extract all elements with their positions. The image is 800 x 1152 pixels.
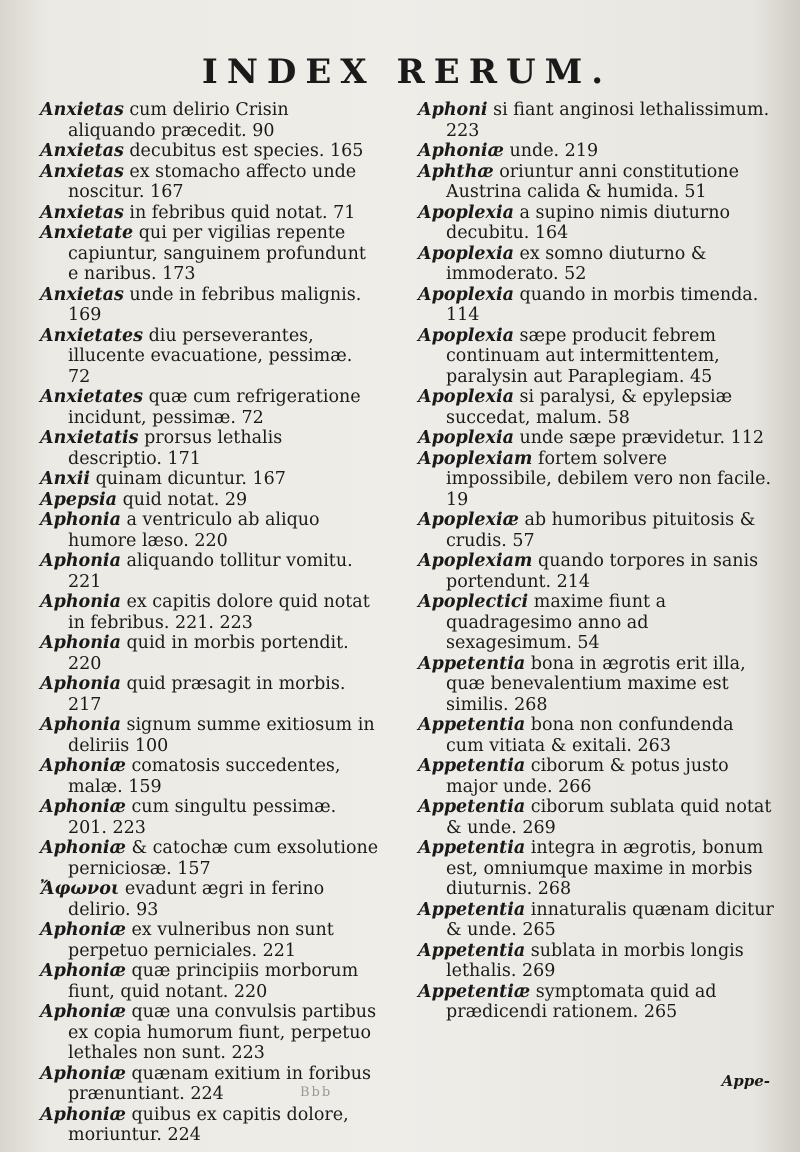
entry-text: signum summe exitiosum in deliriis 100 [68,715,375,756]
index-entry [418,428,774,449]
index-entry [418,141,774,162]
entry-term: Aphonia [40,510,121,530]
entry-term: Appetentia [418,838,526,858]
entry-term: Appetentia [418,797,526,817]
entry-term: Apoplexiæ [418,510,519,530]
index-entry [418,100,774,141]
entry-term: Aphoniæ [40,838,126,858]
index-entry [40,756,380,797]
index-entry [418,244,774,285]
index-entry [40,326,380,388]
entry-term: Apoplexiam [418,551,533,571]
entry-term: Aphthæ [418,161,494,182]
entry-text: ex stomacho affecto unde noscitur. 167 [68,161,357,202]
entry-term: Anxietates [40,325,144,346]
index-entry [40,285,380,326]
index-entry [418,162,774,203]
entry-term: Aphonia [40,715,121,735]
entry-text: qui per vigilias repente capiuntur, sanguinem profundunt e naribus. 173 [68,223,366,284]
index-entry [40,551,380,592]
entry-text: quinam dicuntur. 167 [90,469,286,489]
entry-term: Apoplexia [418,202,514,223]
entry-term: Aphoniæ [40,1002,126,1022]
index-entry [40,162,380,203]
entry-text: si fiant anginosi lethalissimum. 223 [446,100,770,141]
entry-term: Ἄφωνοι [40,879,120,899]
index-entry [40,592,380,633]
index-entry [40,879,380,920]
entry-text: oriuntur anni constitutione Austrina calida & humida. 51 [446,161,739,202]
entry-text: fortem solvere impossibile, debilem vero non facile. 19 [446,448,772,510]
entry-text: ab humoribus pituitosis & crudis. 57 [446,510,756,551]
index-entry [418,654,774,716]
entry-text: quæ cum refrigeratione incidunt, pessimæ. 72 [68,387,361,428]
entry-term: Anxietas [40,284,124,305]
entry-term: Anxii [40,469,91,489]
entry-term: Apoplexiam [418,448,533,469]
index-entry [418,900,774,941]
index-entry [418,449,774,511]
index-entry [40,387,380,428]
entry-text: symptomata quid ad prædicendi rationem. 265 [446,981,717,1022]
entry-text: ex vulneribus non sunt perpetuo perniciales. 221 [68,920,334,961]
entry-term: Appetentia [418,715,526,735]
index-entry [418,838,774,900]
entry-term: Aphoniæ [40,961,126,981]
entry-text: ciborum & potus justo major unde. 266 [446,756,729,797]
entry-text: cum delirio Crisin aliquando præcedit. 90 [68,100,289,141]
entry-text: quid in morbis portendit. 220 [68,633,349,674]
entry-text: quænam exitium in foribus prænuntiant. 224 [68,1063,371,1104]
entry-term: Aphoniæ [40,797,126,817]
entry-text: aliquando tollitur vomitu. 221 [68,551,353,592]
entry-term: Aphonia [40,633,121,653]
entry-term: Appetentia [418,940,526,961]
entry-term: Appetentia [418,653,526,674]
entry-term: Appetentiæ [418,981,531,1002]
entry-term: Apoplexia [418,243,514,264]
index-entry [418,203,774,244]
entry-text: decubitus est species. 165 [123,141,364,161]
index-entry [40,428,380,469]
entry-text: quid præsagit in morbis. 217 [68,674,346,715]
entry-text: bona non confundenda cum vitiata & exitali. 263 [446,715,734,756]
index-entry [40,469,380,490]
index-entry [40,674,380,715]
entry-term: Anxietas [40,100,124,120]
index-entry [40,633,380,674]
signature-mark: Bbb [300,1085,333,1100]
entry-text: sublata in morbis longis lethalis. 269 [446,940,744,981]
entry-text: unde. 219 [503,141,599,161]
index-entry [418,326,774,388]
entry-text: maxime fiunt a quadragesimo anno ad sexagesimum. 54 [446,592,667,653]
index-entry [40,838,380,879]
entry-term: Aphoniæ [40,1063,126,1084]
entry-text: diu perseverantes, illucente evacuatione, pessimæ. 72 [68,325,353,387]
entry-term: Aphoniæ [418,141,504,161]
entry-text: quando torpores in sanis portendunt. 214 [446,551,759,592]
entry-text: integra in ægrotis, bonum est, omniumque maxime in morbis diuturnis. 268 [446,838,764,899]
entry-text: quæ principiis morborum fiunt, quid notant. 220 [68,961,359,1002]
entry-text: evadunt ægri in ferino delirio. 93 [68,879,325,920]
entry-text: in febribus quid notat. 71 [123,202,356,223]
entry-term: Aphonia [40,592,121,612]
index-entry [40,223,380,285]
entry-term: Anxietas [40,141,124,161]
entry-term: Apoplexia [418,325,514,346]
index-entry [40,1002,380,1064]
index-entry [40,490,380,511]
entry-term: Appetentia [418,756,526,776]
page-title: INDEX RERUM. [201,52,613,92]
entry-term: Anxietatis [40,428,139,448]
catchword: Appe- [721,1072,770,1090]
index-entry [418,551,774,592]
entry-text: ex somno diuturno & immoderato. 52 [446,243,707,284]
index-entry [418,797,774,838]
entry-text: bona in ægrotis erit illa, quæ benevalentium maxime est similis. 268 [446,653,746,715]
entry-text: & catochæ cum exsolutione perniciosæ. 157 [68,838,379,879]
entry-term: Apoplectici [418,592,529,612]
entry-term: Aphoni [418,100,488,120]
entry-term: Anxietate [40,223,134,243]
index-entry [40,1105,380,1146]
index-entry [40,715,380,756]
index-entry [40,920,380,961]
entry-text: quid notat. 29 [117,489,248,510]
index-entry [40,510,380,551]
entry-text: a ventriculo ab aliquo humore læso. 220 [68,510,320,551]
entry-term: Aphonia [40,551,121,571]
entry-term: Aphoniæ [40,1104,126,1125]
entry-term: Apoplexia [418,387,514,407]
index-entry [418,715,774,756]
entry-term: Appetentia [418,899,526,920]
entry-term: Apepsia [40,489,118,510]
index-entry [418,756,774,797]
index-entry [40,141,380,162]
entry-text: a supino nimis diuturno decubitu. 164 [446,202,731,243]
entry-text: prorsus lethalis descriptio. 171 [68,428,283,469]
entry-text: quibus ex capitis dolore, moriuntur. 224 [68,1104,349,1145]
index-entry [40,203,380,224]
index-entry [40,961,380,1002]
left-column [40,100,380,1146]
entry-text: quæ una convulsis partibus ex copia humorum fiunt, perpetuo lethales non sunt. 223 [68,1002,377,1063]
index-entry [418,285,774,326]
entry-text: sæpe producit febrem continuam aut intermittentem, paralysin aut Paraplegiam. 45 [446,325,720,387]
entry-term: Apoplexia [418,428,514,448]
entry-text: unde in febribus malignis. 169 [68,284,362,325]
entry-text: unde sæpe prævidetur. 112 [513,428,765,448]
entry-text: comatosis succedentes, malæ. 159 [68,756,341,797]
entry-term: Aphoniæ [40,756,126,776]
index-entry [40,797,380,838]
entry-text: ciborum sublata quid notat & unde. 269 [446,797,772,838]
entry-term: Aphonia [40,674,121,694]
index-entry [418,982,774,1023]
entry-term: Anxietates [40,387,144,407]
entry-text: cum singultu pessimæ. 201. 223 [68,797,337,838]
entry-term: Anxietas [40,202,124,223]
entry-text: quando in morbis timenda. 114 [446,284,759,325]
right-column [418,100,774,1146]
index-entry [418,941,774,982]
entry-term: Apoplexia [418,284,514,305]
entry-text: innaturalis quænam dicitur & unde. 265 [446,899,774,940]
index-entry [418,592,774,654]
index-entry [418,387,774,428]
index-columns [40,100,774,1146]
index-entry [40,100,380,141]
entry-term: Aphoniæ [40,920,126,940]
entry-text: si paralysi, & epylepsiæ succedat, malum. 58 [446,387,733,428]
index-entry [418,510,774,551]
entry-term: Anxietas [40,161,124,182]
entry-text: ex capitis dolore quid notat in febribus. 221. 223 [68,592,370,633]
